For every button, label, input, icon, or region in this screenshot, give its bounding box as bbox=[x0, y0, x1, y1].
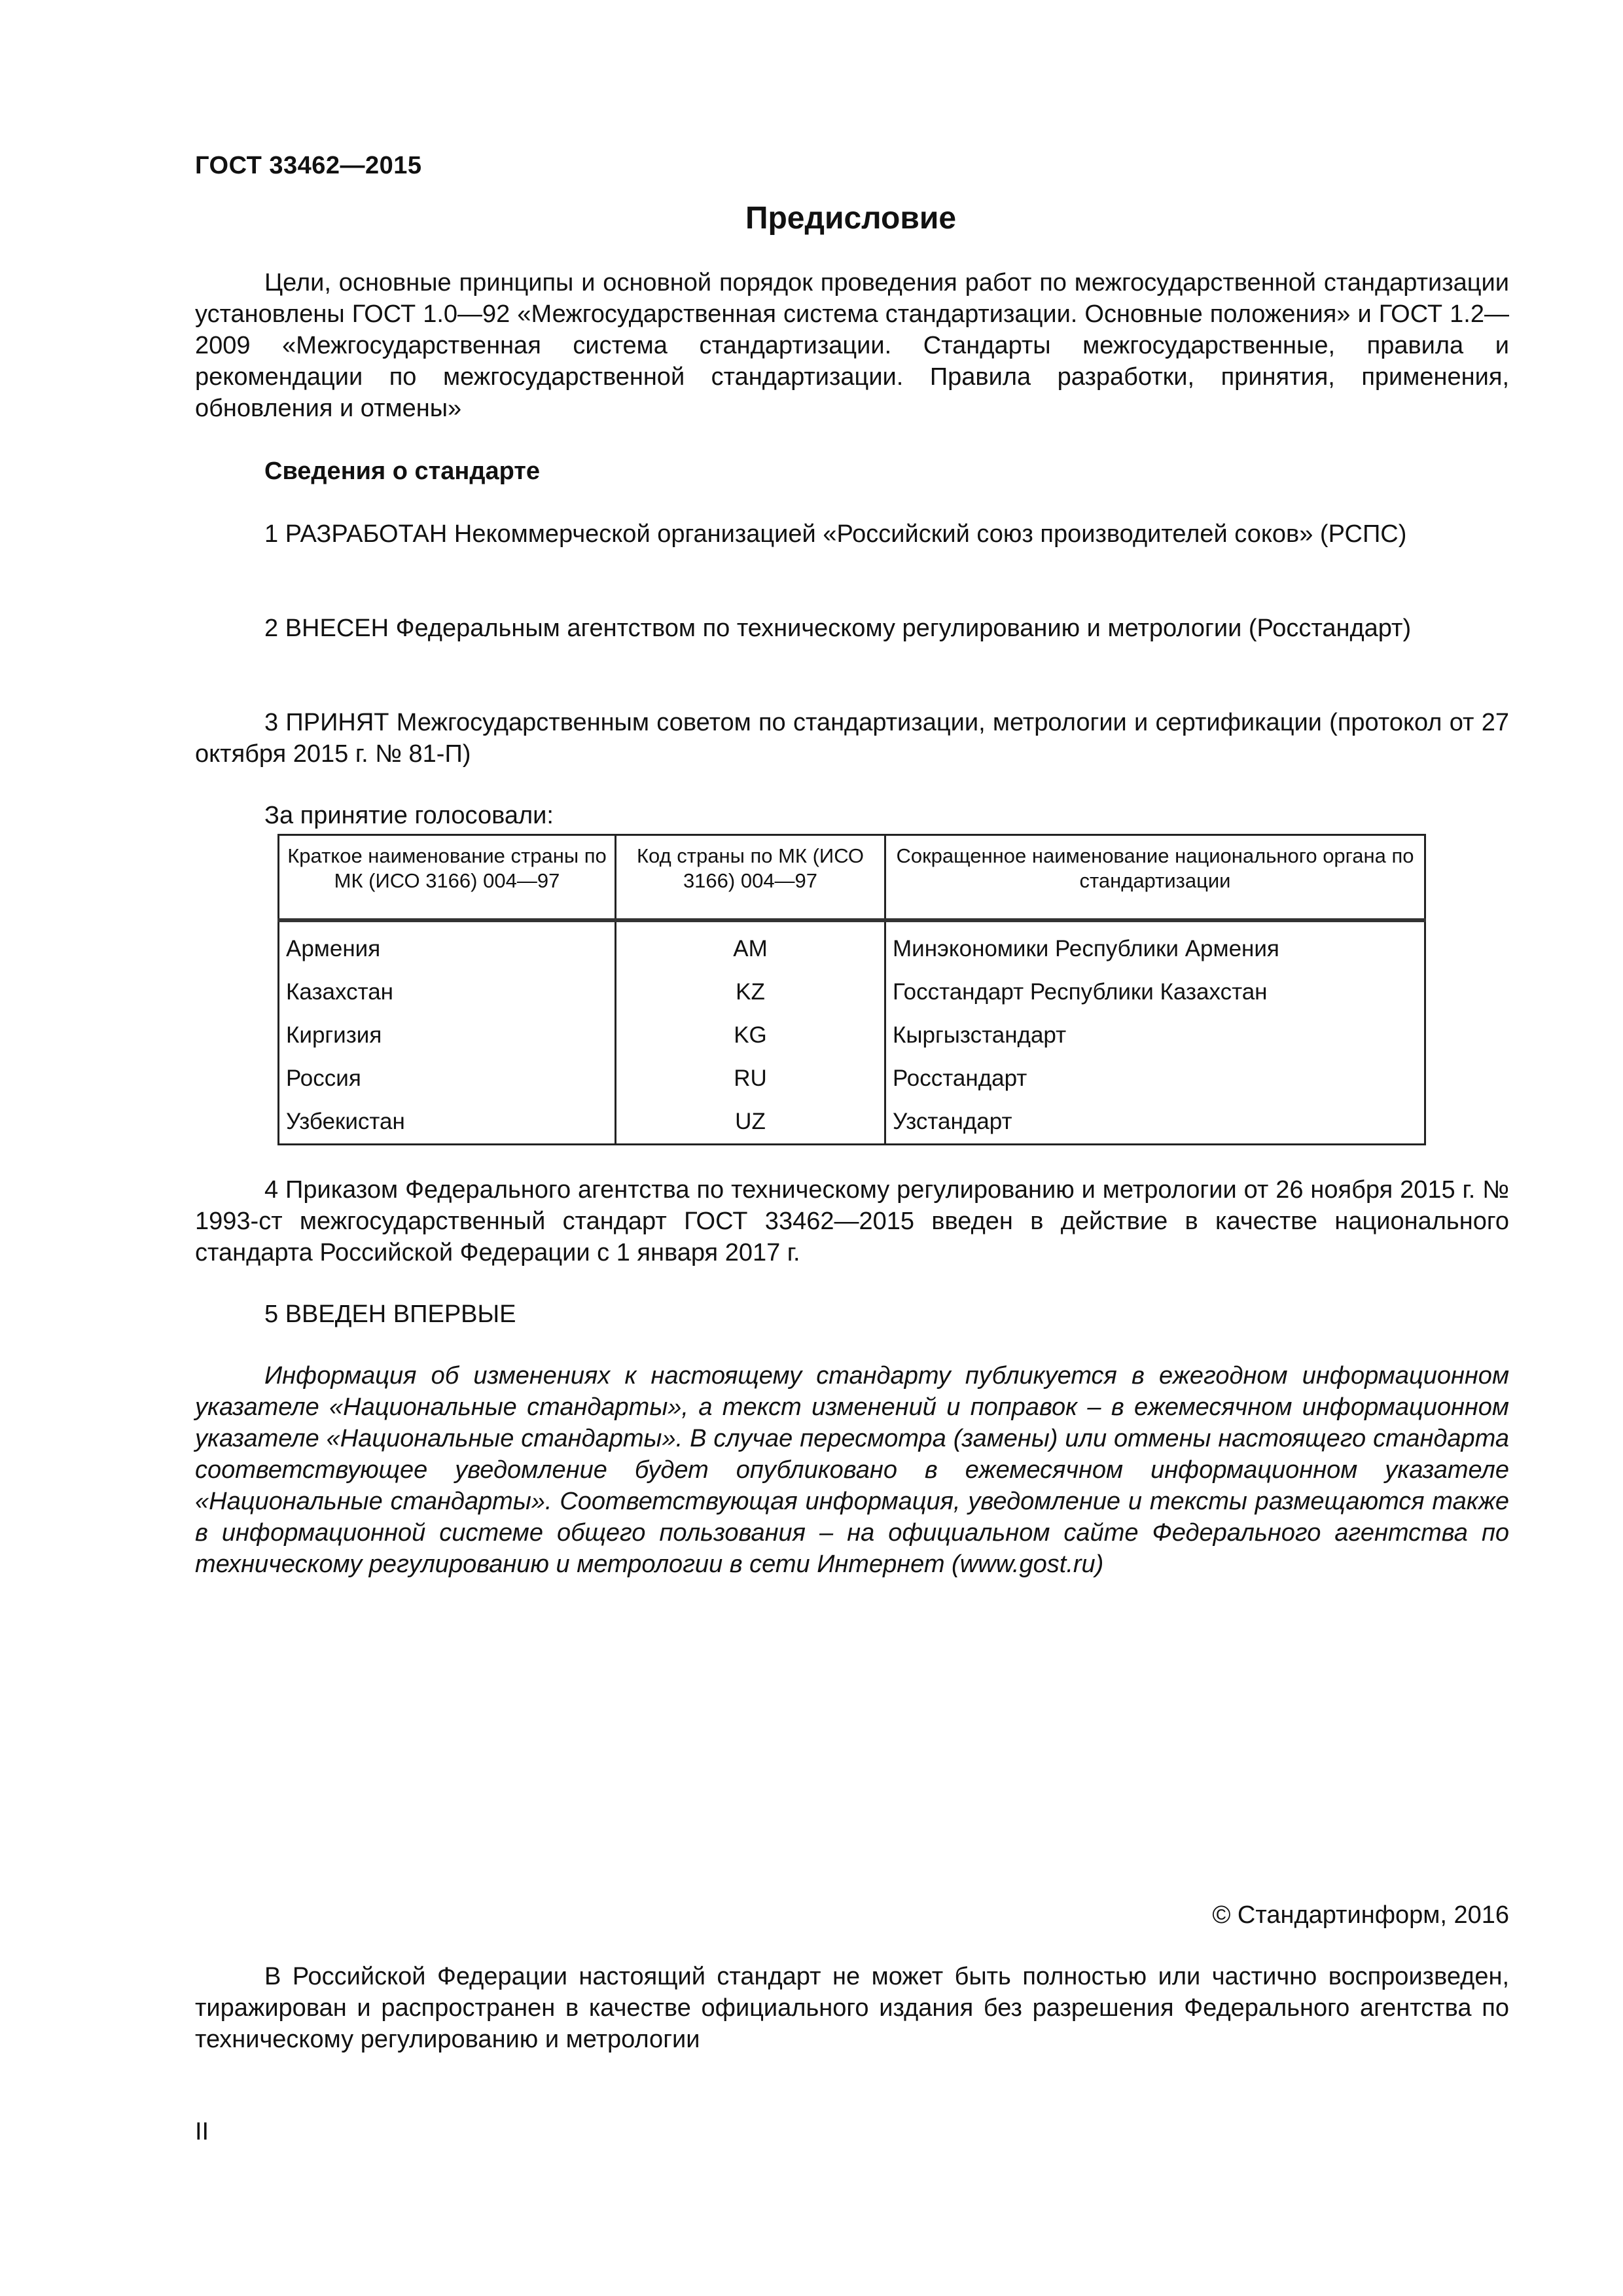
copyright-notice: © Стандартинформ, 2016 bbox=[1212, 1901, 1509, 1929]
column-header-body: Сокращенное наименование национального органа по стандартизации bbox=[885, 835, 1425, 920]
country-cell: Россия bbox=[279, 1057, 616, 1100]
item-enacted: 4 Приказом Федерального агентства по техническому регулированию и метрологии от 26 ноября 2015 г. № 1993-ст межгосударственный стандарт ГОСТ 33462—2015 введен в действие в качестве национального стандарта Российской Федерации с 1 января 2017 г. bbox=[195, 1176, 1509, 1266]
country-cell: Узбекистан bbox=[279, 1100, 616, 1145]
intro-paragraph: Цели, основные принципы и основной порядок проведения работ по межгосударственной стандартизации установлены ГОСТ 1.0—92 «Межгосударственная система стандартизации. Основные положения» и ГОСТ 1.2—2009 «Межгосударственная система стандартизации. Стандарты межгосударственные, правила и рекомендации по межгосударственной стандартизации. Правила разработки, принятия, применения, обновления и отмены» bbox=[195, 269, 1509, 422]
item-adopted: 3 ПРИНЯТ Межгосударственным советом по стандартизации, метрологии и сертификации (протокол от 27 октября 2015 г. № 81-П) bbox=[195, 709, 1509, 768]
table-row bbox=[279, 971, 1425, 1014]
code-cell: KG bbox=[616, 1014, 885, 1057]
column-header-code: Код страны по МК (ИСО 3166) 004—97 bbox=[616, 835, 885, 920]
code-cell: AM bbox=[616, 920, 885, 971]
body-cell: Кыргызстандарт bbox=[885, 1014, 1425, 1057]
voted-label: За принятие голосовали: bbox=[264, 802, 554, 829]
country-cell: Казахстан bbox=[279, 971, 616, 1014]
code-cell: UZ bbox=[616, 1100, 885, 1145]
voting-table bbox=[277, 834, 1426, 1145]
body-cell: Минэкономики Республики Армения bbox=[885, 920, 1425, 971]
country-cell: Армения bbox=[279, 920, 616, 971]
document-id: ГОСТ 33462—2015 bbox=[195, 152, 422, 179]
page-title: Предисловие bbox=[745, 201, 957, 236]
body-cell: Росстандарт bbox=[885, 1057, 1425, 1100]
table-header-row bbox=[279, 835, 1425, 920]
changes-notice: Информация об изменениях к настоящему стандарту публикуется в ежегодном информационном указателе «Национальные стандарты», а текст изменений и поправок – в ежемесячном информационном указателе «Национальные стандарты». В случае пересмотра (замены) или отмены настоящего стандарта соответствующее уведомление будет опубликовано в ежемесячном информационном указателе «Национальные стандарты». Соответствующая информация, уведомление и тексты размещаются также в информационной системе общего пользования – на официальном сайте Федерального агентства по техническому регулированию и метрологии в сети Интернет (www.gost.ru) bbox=[195, 1362, 1509, 1578]
table-row bbox=[279, 1057, 1425, 1100]
rights-notice: В Российской Федерации настоящий стандарт не может быть полностью или частично воспроизведен, тиражирован и распространен в качестве официального издания без разрешения Федерального агентства по техническому регулированию и метрологии bbox=[195, 1963, 1509, 2053]
body-cell: Узстандарт bbox=[885, 1100, 1425, 1145]
country-cell: Киргизия bbox=[279, 1014, 616, 1057]
item-first-introduced: 5 ВВЕДЕН ВПЕРВЫЕ bbox=[264, 1300, 516, 1328]
item-introduced: 2 ВНЕСЕН Федеральным агентством по техническому регулированию и метрологии (Росстандарт) bbox=[264, 615, 1412, 642]
table-row bbox=[279, 920, 1425, 971]
code-cell: KZ bbox=[616, 971, 885, 1014]
body-cell: Госстандарт Республики Казахстан bbox=[885, 971, 1425, 1014]
code-cell: RU bbox=[616, 1057, 885, 1100]
item-developed: 1 РАЗРАБОТАН Некоммерческой организацией «Российский союз производителей соков» (РСПС) bbox=[264, 520, 1407, 548]
info-heading: Сведения о стандарте bbox=[264, 457, 541, 485]
column-header-country: Краткое наименование страны по МК (ИСО 3166) 004—97 bbox=[279, 835, 616, 920]
table-row bbox=[279, 1014, 1425, 1057]
table-row bbox=[279, 1100, 1425, 1145]
page-number: II bbox=[195, 2118, 209, 2145]
